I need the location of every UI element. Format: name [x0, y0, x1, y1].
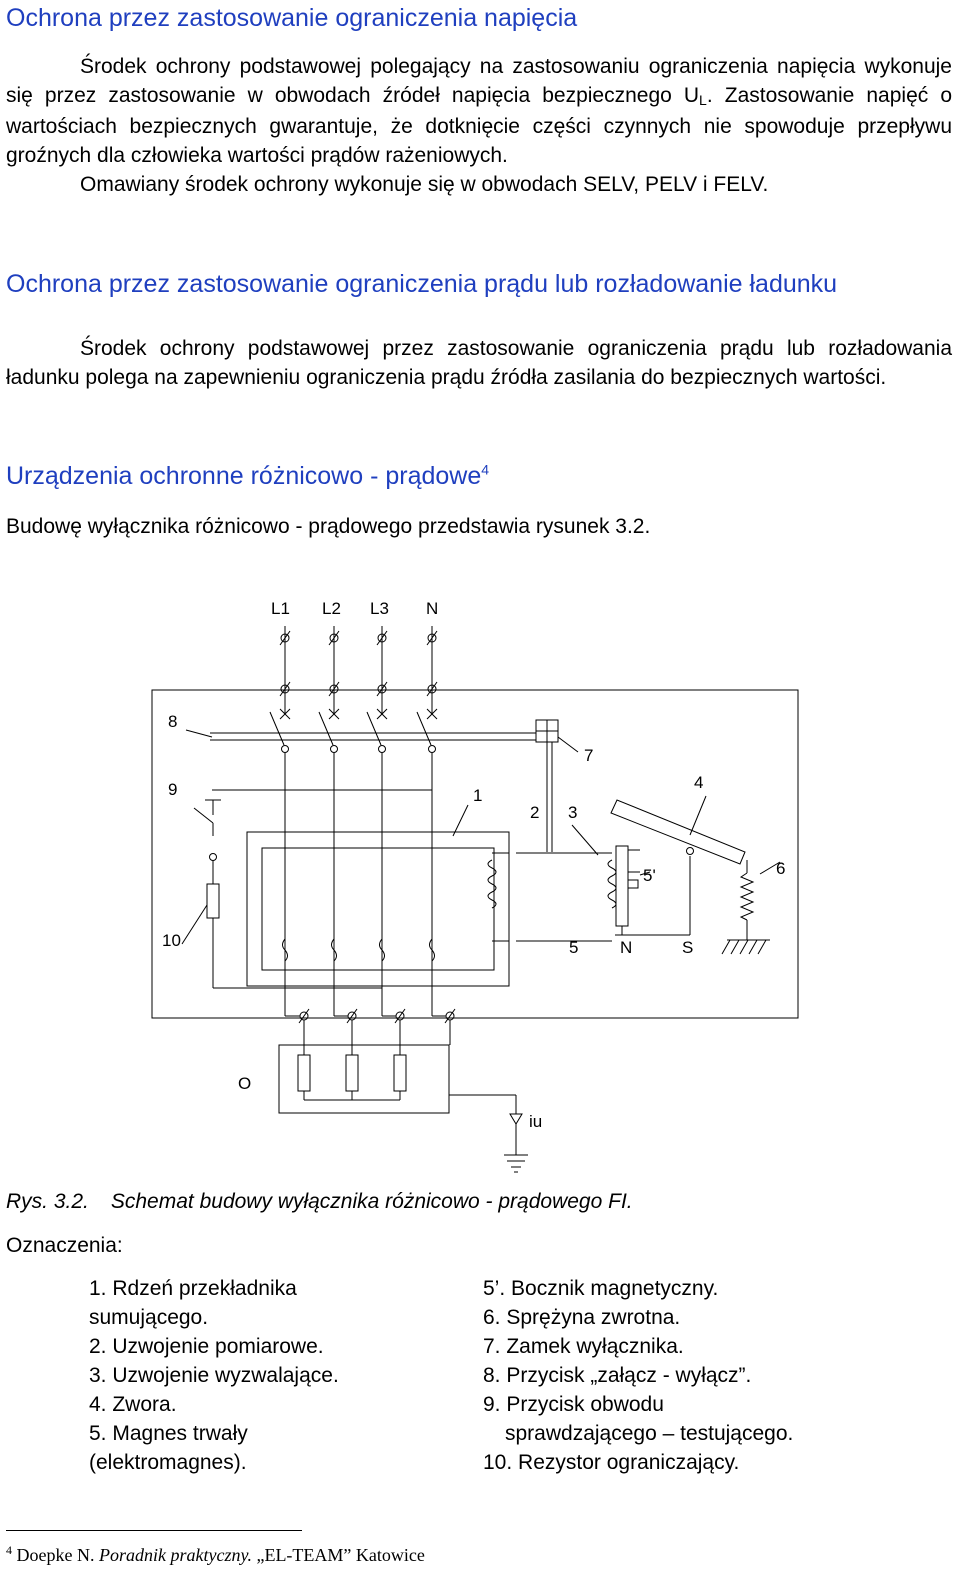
legend-item-5-cont: (elektromagnes). [89, 1451, 247, 1474]
earth-path [449, 1095, 528, 1172]
section-heading-current-limitation: Ochrona przez zastosowanie ograniczenia prądu lub rozładowanie ładunku [6, 270, 838, 298]
label-N-top: N [426, 599, 439, 618]
section-heading-voltage-limitation: Ochrona przez zastosowanie ograniczenia napięcia [6, 4, 578, 32]
legend-item-10: 10. Rezystor ograniczający. [483, 1451, 740, 1474]
label-iu: iu [529, 1112, 543, 1131]
label-N-magnet: N [620, 938, 633, 957]
output-terminals [285, 1009, 455, 1055]
contact-x-marks [280, 709, 437, 719]
winding-crossings [283, 939, 435, 961]
label-S-magnet: S [682, 938, 694, 957]
label-10: 10 [162, 931, 181, 950]
paragraph-current-limitation: Środek ochrony podstawowej przez zastosowanie ograniczenia prądu lub rozładowania ładunku polega na zapewnieniu ograniczenia prądu źródła zasilania do bezpiecznych wartości. [6, 337, 952, 389]
label-L2: L2 [322, 599, 341, 618]
phase-lines-top [285, 626, 432, 714]
label-4: 4 [694, 773, 704, 792]
label-L1: L1 [271, 599, 290, 618]
measuring-winding [488, 853, 509, 941]
legend-item-8: 8. Przycisk „załącz - wyłącz”. [483, 1364, 752, 1387]
main-contacts [270, 712, 436, 753]
legend-right-column [483, 1274, 793, 1477]
label-5prime: 5' [643, 866, 656, 885]
label-1: 1 [473, 786, 483, 805]
section-heading-rcd: Urządzenia ochronne różnicowo - prądowe$^4$ [6, 461, 490, 490]
legend-item-2: 2. Uzwojenie pomiarowe. [89, 1335, 324, 1358]
legend-item-9-cont: sprawdzającego – testującego. [505, 1422, 794, 1445]
footnote-ref: 4 [481, 461, 490, 478]
load-resistors [298, 1055, 406, 1100]
breaker-housing [152, 690, 798, 1018]
legend-item-9: 9. Przycisk obwodu [483, 1393, 664, 1416]
permanent-magnet [615, 846, 690, 935]
legend-item-3: 3. Uzwojenie wyzwalające. [89, 1364, 339, 1387]
figure-caption: Rys. 3.2. Schemat budowy wyłącznika różnicowo - prądowego FI. [6, 1190, 633, 1213]
label-O: O [238, 1074, 252, 1093]
trip-winding [516, 825, 616, 941]
label-2: 2 [530, 803, 540, 822]
legend-item-1-cont: sumującego. [89, 1306, 209, 1329]
paragraph-voltage-limitation: Środek ochrony podstawowej polegający na zastosowaniu ograniczenia napięcia wykonuje się przez zastosowanie w obwodach źródeł napięcia bezpiecznego $U_L$. Zastosowanie napięć o wartościach bezpiecznych gwarantuje, że dotknięcie części czynnych nie spowoduje przepływu groźnych dla człowieka wartości prądów rażeniowych. Omawiany środek ochrony wykonuje się w obwodach SELV, PELV i FELV. [6, 52, 952, 199]
summation-core [247, 832, 509, 986]
legend-item-5: 5. Magnes trwały [89, 1422, 248, 1445]
paragraph-voltage-systems: Omawiany środek ochrony wykonuje się w obwodach SELV, PELV i FELV. [80, 173, 769, 196]
label-3: 3 [568, 803, 578, 822]
legend-item-5prime: 5’. Bocznik magnetyczny. [483, 1277, 719, 1300]
legend-title: Oznaczenia: [6, 1234, 123, 1257]
paragraph-rcd-intro: Budowę wyłącznika różnicowo - prądowego przedstawia rysunek 3.2. [6, 515, 651, 538]
armature [611, 796, 745, 864]
label-6: 6 [776, 859, 786, 878]
footnote: $^4$ Doepke N. Poradnik praktyczny. „EL-TEAM” Katowice [6, 1543, 425, 1565]
limiting-resistor [207, 884, 219, 918]
legend-item-6: 6. Sprężyna zwrotna. [483, 1306, 681, 1329]
label-7: 7 [584, 746, 594, 765]
legend-item-4: 4. Zwora. [89, 1393, 177, 1416]
legend-left-column [89, 1274, 339, 1477]
return-spring [722, 860, 780, 954]
phase-lines-bottom [285, 753, 432, 1016]
top-input-terminals [280, 631, 437, 696]
legend-item-7: 7. Zamek wyłącznika. [483, 1335, 684, 1358]
diagram-labels [162, 599, 785, 1131]
label-L3: L3 [370, 599, 389, 618]
label-9: 9 [168, 780, 178, 799]
legend-item-1: 1. Rdzeń przekładnika [89, 1277, 297, 1300]
label-5: 5 [569, 938, 579, 957]
footnote-separator [6, 1530, 302, 1531]
label-8: 8 [168, 712, 178, 731]
